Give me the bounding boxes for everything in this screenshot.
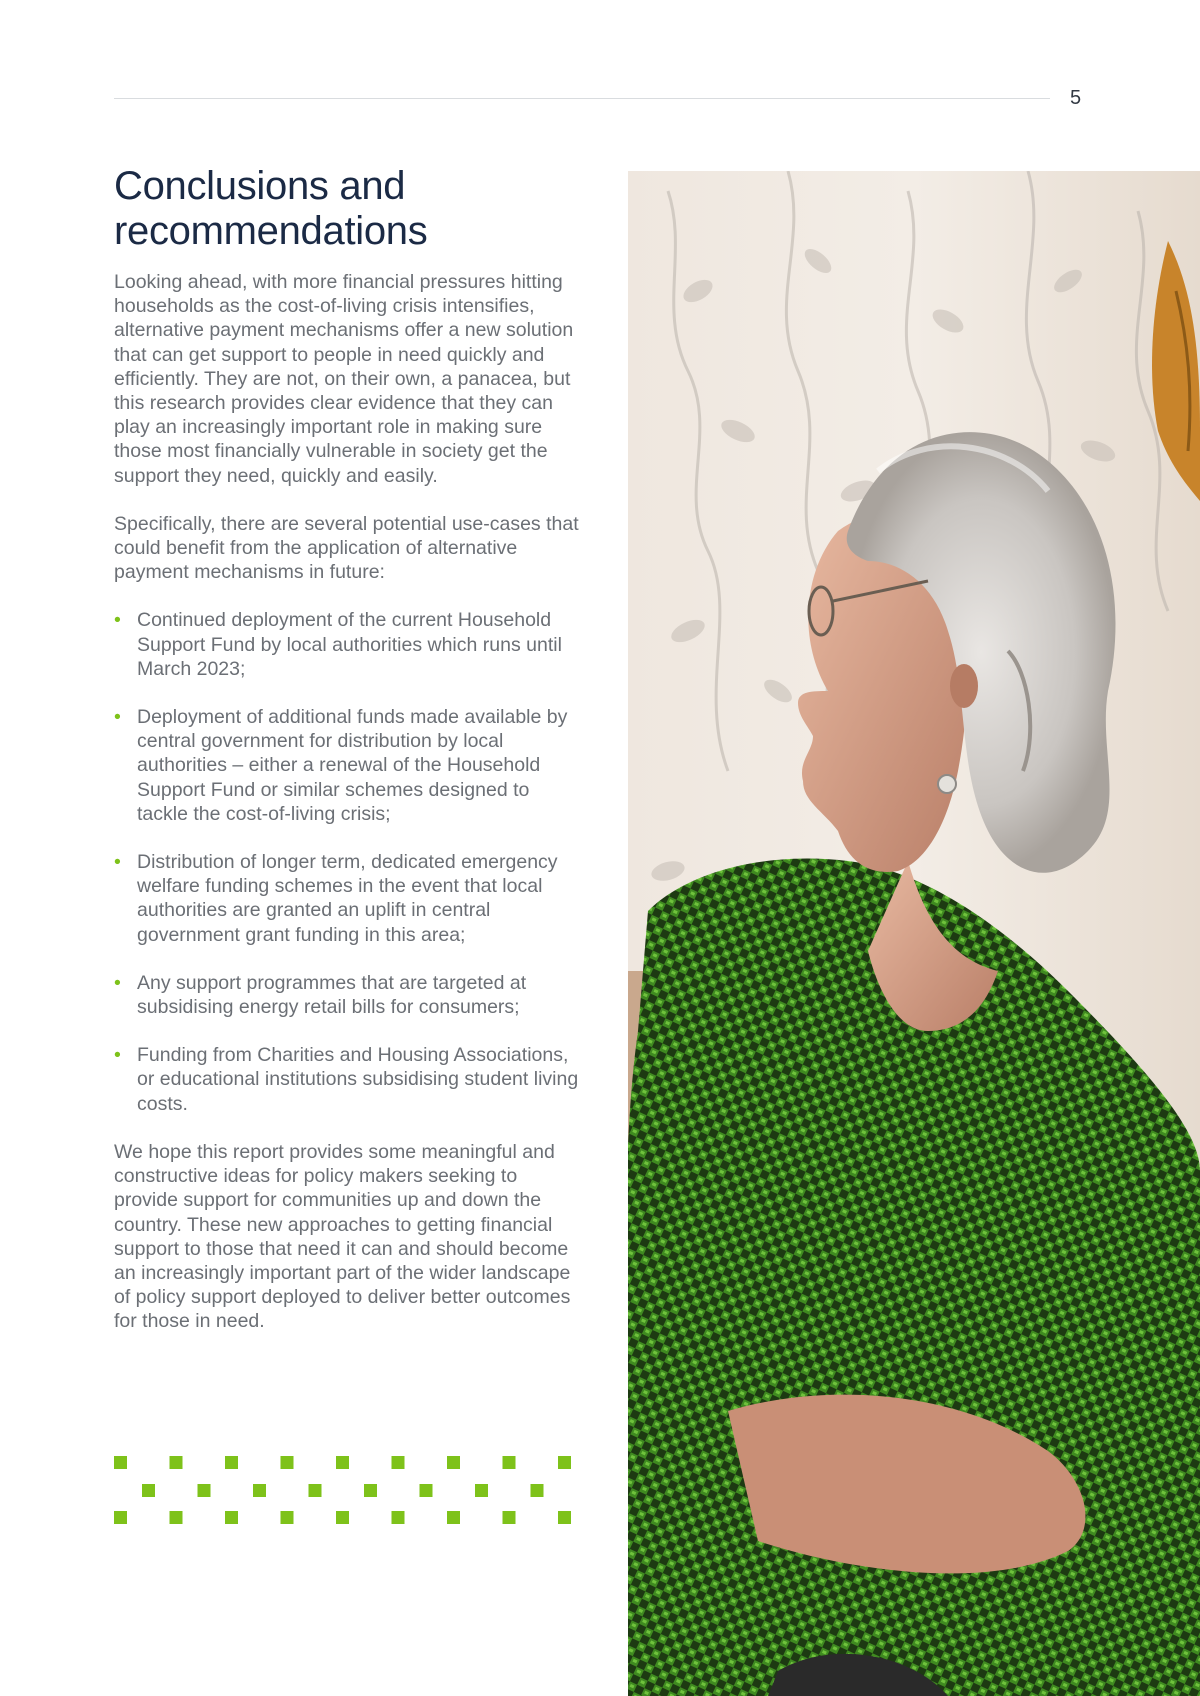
bullet-icon: • (114, 851, 121, 874)
intro-paragraph: Looking ahead, with more financial pressures hitting households as the cost-of-living crisis intensifies, alternative payment mechanisms offer a new solution that can get support to people in need quickly and efficiently. They are not, on their own, a panacea, but this research provides clear evidence that they can play an increasingly important role in making sure those most financially vulnerable in society get the support they need, quickly and easily. (114, 271, 574, 487)
list-item (114, 971, 584, 1019)
list-item (114, 850, 584, 947)
closing-paragraph: We hope this report provides some meaningful and constructive ideas for policy makers seeking to provide support for communities up and down the country. These new approaches to getting financial support to those that need it can and should become an increasingly important part of the wider landscape of policy support deployed to deliver better outcomes for those in need. (114, 1140, 571, 1333)
page-number: 5 (1070, 87, 1082, 109)
list-item (114, 1043, 584, 1116)
list-item (114, 705, 584, 826)
page-title-line-2: recommendations (114, 209, 428, 253)
page-title (114, 164, 584, 254)
list-item-text: Deployment of additional funds made available by central government for distribution by local authorities – either a renewal of the Household Support Fund or similar schemes designed to tackle the cost-of-living crisis; (137, 706, 568, 825)
list-item-text: Funding from Charities and Housing Associations, or educational institutions subsidising student living costs. (137, 1044, 579, 1115)
checker-pattern-icon (114, 1456, 574, 1526)
use-case-list (114, 608, 584, 1115)
bullet-icon: • (114, 1044, 121, 1067)
header-divider (114, 98, 1050, 99)
elderly-woman-photo (628, 171, 1200, 1696)
list-item-text: Distribution of longer term, dedicated emergency welfare funding schemes in the event that local authorities are granted an uplift in central government grant funding in this area; (137, 851, 558, 946)
main-content (114, 164, 584, 1358)
list-item-text: Continued deployment of the current Household Support Fund by local authorities which runs until March 2023; (137, 609, 562, 680)
lead-paragraph: Specifically, there are several potential use-cases that could benefit from the application of alternative payment mechanisms in future: (114, 512, 579, 584)
bullet-icon: • (114, 706, 121, 729)
page-title-line-1: Conclusions and (114, 164, 406, 208)
bullet-icon: • (114, 971, 121, 994)
list-item-text: Any support programmes that are targeted at subsidising energy retail bills for consumers; (137, 971, 527, 1019)
list-item (114, 608, 584, 681)
bullet-icon: • (114, 609, 121, 632)
